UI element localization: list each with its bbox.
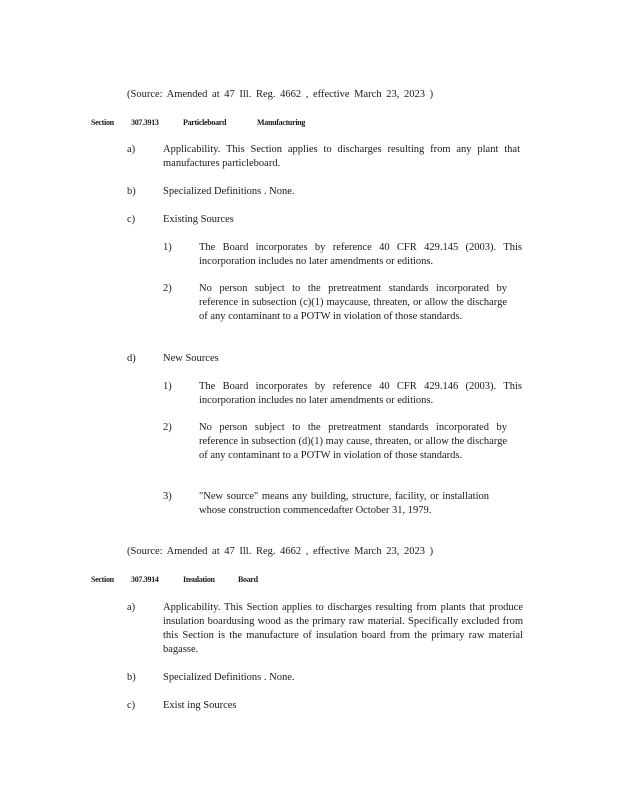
subsection-text: Specialized Definitions . None. <box>163 186 295 197</box>
subsection-text: Existing Sources <box>163 214 234 225</box>
paragraph-marker: 2) <box>163 283 172 294</box>
paragraph-marker: 1) <box>163 381 172 392</box>
section-number: 307.3914 <box>131 575 159 584</box>
source-note: (Source: Amended at 47 Ill. Reg. 4662 , effective March 23, 2023 ) <box>127 546 434 557</box>
subsection-marker: a) <box>127 144 136 155</box>
subsection-marker: c) <box>127 700 136 711</box>
section-title-word: Board <box>238 575 258 584</box>
subsection-marker: d) <box>127 353 136 364</box>
section-label: Section <box>91 118 114 127</box>
paragraph-marker: 1) <box>163 242 172 253</box>
subsection-text: Applicability. This Section applies to discharges resulting from plants that produce insulation boardusing wood as the primary raw material. Specifically excluded from this Section is the manufacture of insulation board from the primary raw material bagasse. <box>163 602 523 655</box>
section-title-word: Insulation <box>183 575 215 584</box>
section-number: 307.3913 <box>131 118 159 127</box>
paragraph-text: No person subject to the pretreatment standards incorporated by reference in subsection (d)(1) may cause, threaten, or allow the discharge of any contaminant to a POTW in violation of those standards. <box>199 422 507 461</box>
paragraph-marker: 2) <box>163 422 172 433</box>
paragraph-text: No person subject to the pretreatment standards incorporated by reference in subsection (c)(1) maycause, threaten, or allow the discharge of any contaminant to a POTW in violation of those standards. <box>199 283 507 322</box>
subsection-marker: b) <box>127 672 136 683</box>
subsection-marker: c) <box>127 214 136 225</box>
paragraph-text: The Board incorporates by reference 40 CFR 429.146 (2003). This incorporation includes no later amendments or editions. <box>199 381 522 406</box>
paragraph-text: The Board incorporates by reference 40 CFR 429.145 (2003). This incorporation includes no later amendments or editions. <box>199 242 522 267</box>
section-title-word: Manufacturing <box>257 118 306 127</box>
subsection-text: Specialized Definitions . None. <box>163 672 295 683</box>
subsection-text: Applicability. This Section applies to discharges resulting from any plant that manufactures particleboard. <box>163 144 520 169</box>
subsection-text: New Sources <box>163 353 219 364</box>
subsection-text: Exist ing Sources <box>163 700 237 711</box>
section-label: Section <box>91 575 114 584</box>
paragraph-marker: 3) <box>163 491 172 502</box>
subsection-marker: b) <box>127 186 136 197</box>
section-title-word: Particleboard <box>183 118 227 127</box>
paragraph-text: "New source" means any building, structure, facility, or installation whose construction commencedafter October 31, 1979. <box>199 491 489 516</box>
source-note: (Source: Amended at 47 Ill. Reg. 4662 , effective March 23, 2023 ) <box>127 89 434 100</box>
subsection-marker: a) <box>127 602 136 613</box>
